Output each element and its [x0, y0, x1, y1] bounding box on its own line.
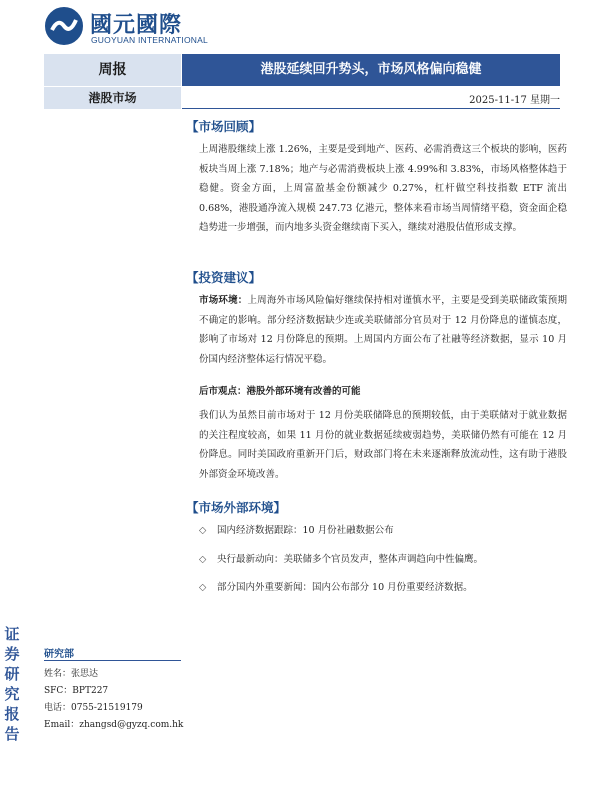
section-heading-advice: 【投资建议】 [186, 270, 262, 285]
review-paragraph: 上周港股继续上涨 1.26%，主要是受到地产、医药、必需消费这三个板块的影响，医药板块当周上涨 7.18%；地产与必需消费板块上涨 4.99%和 3.83%，市场风格整体趋于稳健。资金方面，上周富盈基金份额减少 0.27%，杠杆做空科技指数 ETF 流出 0.68%，港股通净流入规模 247.73 亿港元，整体来看市场当周情绪平稳，资金面企稳趋势进一步增强，而内地多头资金继续南下买入，继续对港股估值形成支撑。 [199, 144, 567, 233]
market-environment-label: 市场环境： [199, 295, 248, 306]
logo-mark-icon [44, 6, 84, 46]
company-logo [44, 6, 224, 46]
analyst-phone: 电话：0755-21519179 [44, 703, 143, 713]
list-item: ◇ 央行最新动向：美联储多个官员发声，整体声调趋向中性偏鹰。 [199, 554, 484, 565]
market-environment-paragraph [199, 291, 567, 369]
contact-divider [44, 660, 181, 661]
market-environment-text: 上周海外市场风险偏好继续保持相对谨慎水平，主要是受到美联储政策预期不确定的影响。部分经济数据缺少连或美联储部分官员对于 12 月份降息的谨慎态度，影响了市场对 12 月份降息的预期。上周国内方面公布了社融等经济数据，显示 10 月份国内经济整体运行情况平稳。 [199, 295, 567, 365]
analyst-email: Email：zhangsd@gyzq.com.hk [44, 720, 184, 730]
vertical-report-label: 证 券 研 究 报 告 [4, 625, 20, 743]
report-category: 港股市场 [88, 91, 137, 105]
list-item: ◇ 部分国内外重要新闻：国内公布部分 10 月份重要经济数据。 [199, 582, 473, 593]
analyst-sfc: SFC：BPT227 [44, 686, 109, 696]
diamond-outline-icon: ◇ [199, 582, 207, 593]
diamond-outline-icon: ◇ [199, 554, 207, 565]
logo-name-cn: 國元國際 [90, 13, 183, 38]
list-item: ◇ 国内经济数据跟踪：10 月份社融数据公布 [199, 525, 394, 536]
header-rule [182, 108, 560, 109]
section-heading-external: 【市场外部环境】 [186, 500, 287, 515]
outlook-paragraph: 我们认为虽然目前市场对于 12 月份美联储降息的预期较低，由于美联储对于就业数据的关注程度较高，如果 11 月份的就业数据延续疲弱趋势，美联储仍然有可能在 12 月份降息。同时美国政府重新开门后，财政部门将在未来逐渐释放流动性，这有助于港股外部资金环境改善。 [199, 410, 567, 480]
diamond-outline-icon: ◇ [199, 525, 207, 536]
outlook-heading: 后市观点：港股外部环境有改善的可能 [199, 386, 361, 397]
report-date: 2025-11-17 星期一 [469, 95, 560, 106]
contact-title: 研究部 [44, 649, 74, 660]
section-heading-review: 【市场回顾】 [186, 119, 262, 134]
analyst-name: 姓名：张思达 [44, 669, 99, 679]
report-title: 港股延续回升势头，市场风格偏向稳健 [260, 62, 482, 77]
logo-name-en: GUOYUAN INTERNATIONAL [91, 35, 208, 45]
report-type: 周报 [98, 62, 127, 78]
